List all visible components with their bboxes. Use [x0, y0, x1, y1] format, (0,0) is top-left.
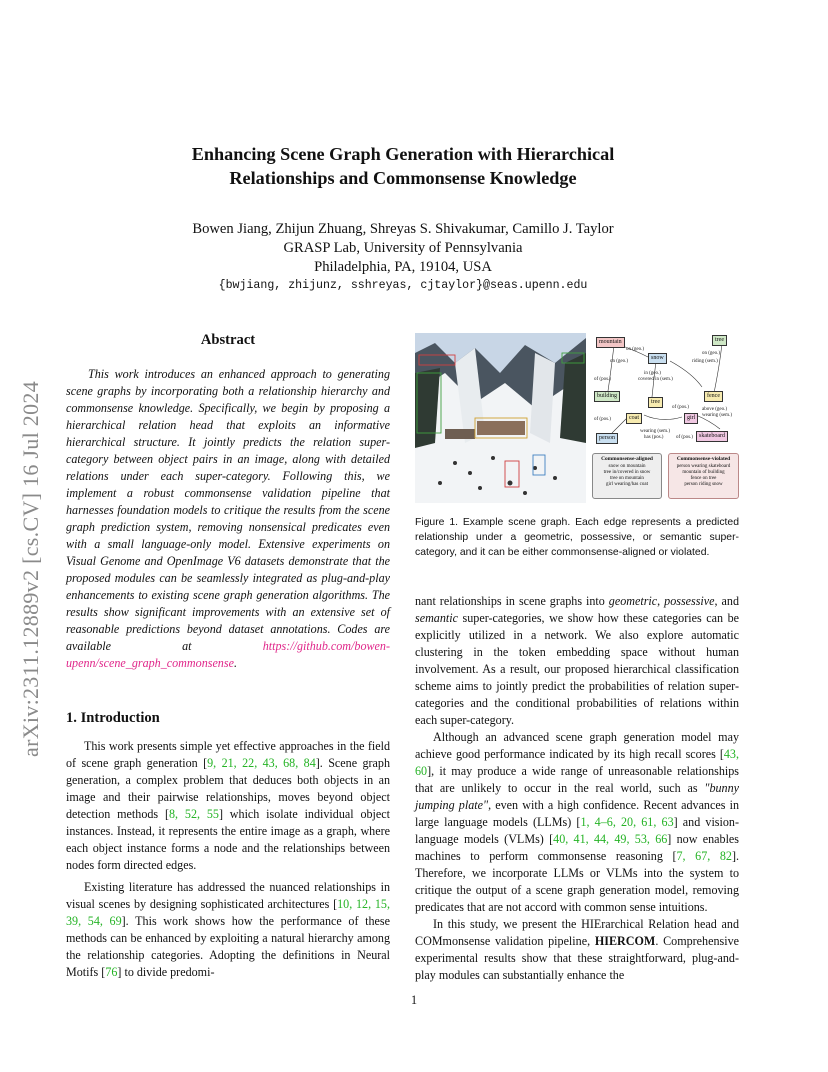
text-run: This work presents simple yet effective approaches in the field of scene graph generation [	[66, 739, 390, 770]
author-location: Philadelphia, PA, 19104, USA	[314, 259, 492, 275]
author-emails: {bwjiang, zhijunz, sshreyas, cjtaylor}@seas.upenn.edu	[218, 279, 588, 292]
aligned-item: tree in/covered in snow	[603, 470, 651, 475]
right-paragraph-1	[415, 593, 739, 729]
title-line-2: Relationships and Commonsense Knowledge	[229, 168, 577, 188]
node-snow: snow	[648, 353, 667, 364]
text-run: ]. Scene graph generation, a complex problem that deduces both objects in an image and their pairwise relationships, moves beyond object detection methods [	[66, 756, 391, 821]
emphasis-semantic: semantic	[415, 611, 458, 625]
arxiv-identifier-text: arXiv:2311.12889v2 [cs.CV] 16 Jul 2024	[18, 380, 43, 757]
abstract-heading: Abstract	[200, 332, 256, 348]
node-fence: fence	[704, 391, 723, 402]
aligned-title: Commonsense-aligned	[601, 456, 653, 462]
edge-label: of (pos.)	[594, 377, 611, 382]
text-run: In this study, we present the HIErarchical Relation head and COMmonsense validation pipeline,	[415, 917, 739, 948]
section-heading-introduction: 1. Introduction	[66, 710, 160, 726]
commonsense-aligned-box	[592, 453, 662, 499]
edge-label: of (pos.)	[672, 405, 689, 410]
text-run: ] which isolate individual object instances. Instead, it represents the entire image as a graph, where each object instance forms a node and the relationships between nodes form directed edges.	[66, 807, 390, 872]
right-paragraph-3	[415, 916, 739, 984]
scene-graph-diagram	[592, 333, 739, 505]
text-run: super-categories, we show how these categories can be explicitly utilized in a network. We also explore automatic clustering in the token embedding space without human involvement. As a result, our proposed hierarchical classification scheme aims to jointly predict the probabilities of relation super-categories and the conditional probabilities of relations within each super-category.	[415, 611, 739, 727]
emphasis-geometric: geometric	[608, 594, 658, 608]
edge-label: wearing (sem.)	[702, 413, 732, 418]
commonsense-violated-box	[668, 453, 739, 499]
text-run: ]. Therefore, we incorporate LLMs or VLMs into the system to critique the output of a scene graph generation model, removing predicates that are not accord with common sense intuitions.	[415, 849, 740, 914]
figure-1	[415, 333, 739, 505]
page-number: 1	[410, 993, 418, 1007]
citation-link[interactable]: 8, 52, 55	[169, 807, 219, 821]
citation-link[interactable]: 9, 21, 22, 43, 68, 84	[207, 756, 316, 770]
node-tree: tree	[648, 397, 663, 408]
node-girl: girl	[684, 413, 698, 424]
right-column-body	[415, 593, 739, 984]
node-coat: coat	[626, 413, 642, 424]
paper-title	[120, 142, 686, 190]
text-run: ], it may produce a wide range of unreasonable relationships that are unlikely to occur in the real world, such as	[415, 764, 739, 795]
code-link[interactable]: https://github.com/bowen-upenn/scene_graph_commonsense	[66, 639, 390, 670]
right-paragraph-2	[415, 729, 739, 916]
intro-paragraph-2	[66, 879, 390, 981]
citation-link[interactable]: 1, 4–6, 20, 61, 63	[580, 815, 674, 829]
text-run: ] and vision-language models (VLMs) [	[415, 815, 739, 846]
aligned-item: girl wearing/has coat	[606, 482, 648, 487]
edge-label: on (geo.)	[702, 351, 721, 356]
edge-label: wearing (sem.)	[640, 429, 670, 434]
violated-item: person wearing skateboard	[676, 464, 731, 469]
text-run: , and	[714, 594, 739, 608]
aligned-item: tree on mountain	[610, 476, 644, 481]
aligned-item: snow on mountain	[608, 464, 646, 469]
text-run: ] to divide predomi-	[117, 965, 215, 979]
text-run: ] now enables machines to perform commonsense reasoning [	[415, 832, 740, 863]
violated-item: person riding snow	[684, 482, 723, 487]
edge-label: has (pos.)	[644, 435, 664, 440]
author-affiliation: GRASP Lab, University of Pennsylvania	[283, 240, 523, 256]
citation-link[interactable]: 43, 60	[415, 747, 739, 778]
figure-1-caption: Figure 1. Example scene graph. Each edge represents a predicted relationship under a geometric, possessive, or semantic super-category, and it can be either commonsense-aligned or violated.	[415, 517, 739, 558]
abstract-body	[66, 366, 390, 672]
text-run: . Comprehensive experimental results show that these straightforward, plug-and-play modules can substantially enhance the	[415, 934, 739, 982]
scene-photo-illustration	[415, 333, 586, 503]
citation-link[interactable]: 76	[105, 965, 118, 979]
introduction-body	[66, 738, 390, 986]
node-skateboard: skateboard	[696, 431, 728, 442]
edge-label: of (pos.)	[676, 435, 693, 440]
scene-photo	[415, 333, 586, 503]
text-run: Existing literature has addressed the nuanced relationships in visual scenes by designing sophisticated architectures [	[66, 880, 390, 911]
citation-link[interactable]: 7, 67, 82	[676, 849, 732, 863]
author-block	[100, 220, 706, 277]
emphasis-quote: "bunny jumping plate"	[415, 781, 739, 812]
node-tree-top: tree	[712, 335, 727, 346]
abstract-text: This work introduces an enhanced approach to generating scene graphs by incorporating both a relationship hierarchy and commonsense knowledge. Specifically, we begin by proposing a hierarchical relation head that exploits an informative hierarchical structure. It jointly predicts the relation super-category between object pairs in an image, along with detailed relations under each super-category. Following this, we implement a robust commonsense validation pipeline that harnesses foundation models to critique the results from the scene graph prediction system, removing nonsensical predicates even with a small language-only model. Extensive experiments on Visual Genome and OpenImage V6 datasets demonstrate that the proposed modules can be seamlessly integrated as plug-and-play enhancements to existing scene graph generation algorithms. The results show significant improvements with an extensive set of reasonable predictions beyond dataset annotations. Codes are available at	[66, 367, 390, 653]
method-name: HIERCOM	[594, 934, 656, 948]
text-run: ]. This work shows how the performance of these methods can be enhanced by exploiting a natural hierarchy among the relationship categories. Adopting the definitions in Neural Motifs [	[66, 914, 390, 979]
edge-label: on (geo.)	[610, 359, 629, 364]
edge-label: on (geo.)	[626, 347, 645, 352]
abstract-end: .	[233, 656, 237, 670]
edge-label: in (geo.)	[644, 371, 661, 376]
node-mountain: mountain	[596, 337, 625, 348]
violated-item: fence on tree	[690, 476, 717, 481]
edge-label: covered in (sem.)	[638, 377, 673, 382]
author-names: Bowen Jiang, Zhijun Zhuang, Shreyas S. Shivakumar, Camillo J. Taylor	[192, 221, 614, 237]
violated-title: Commonsense-violated	[676, 456, 731, 462]
edge-label: of (pos.)	[594, 417, 611, 422]
intro-paragraph-1	[66, 738, 390, 874]
text-run: nant relationships in scene graphs into	[415, 594, 609, 608]
node-person: person	[596, 433, 618, 444]
citation-link[interactable]: 10, 12, 15, 39, 54, 69	[66, 897, 390, 928]
edge-label: riding (sem.)	[692, 359, 718, 364]
edge-label: above (geo.)	[702, 407, 727, 412]
text-run: ,	[657, 594, 665, 608]
text-run: , even with a high confidence. Recent advances in large language models (LLMs) [	[415, 798, 739, 829]
title-line-1: Enhancing Scene Graph Generation with Hierarchical	[191, 144, 615, 164]
citation-link[interactable]: 40, 41, 44, 49, 53, 66	[553, 832, 668, 846]
emphasis-possessive: possessive	[664, 594, 715, 608]
text-run: Although an advanced scene graph generation model may achieve good performance indicated by its high recall scores [	[415, 730, 739, 761]
violated-item: mountain of building	[682, 470, 725, 475]
node-building: building	[594, 391, 620, 402]
